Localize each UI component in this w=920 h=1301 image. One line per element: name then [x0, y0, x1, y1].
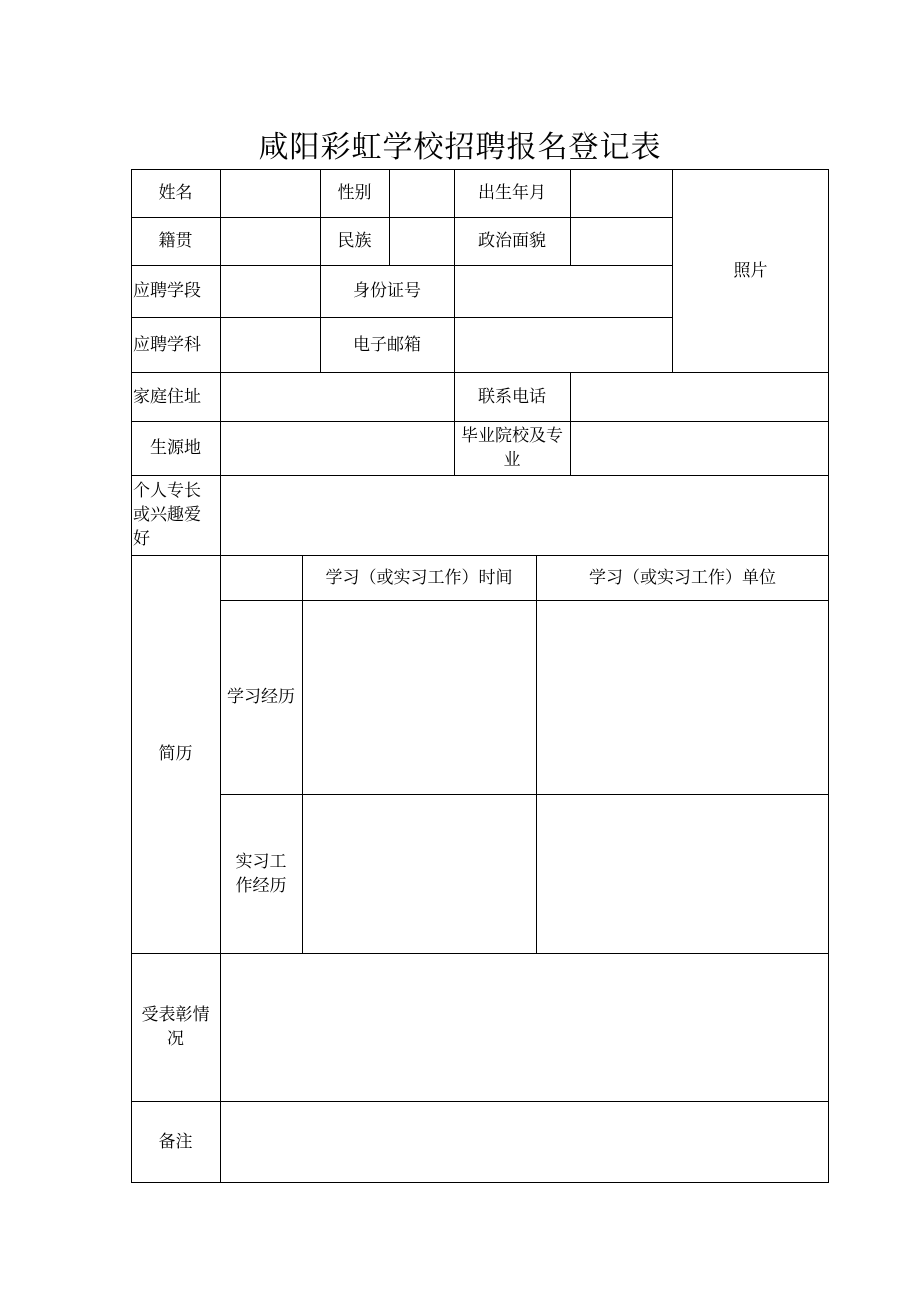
work-unit-input[interactable]	[537, 795, 829, 953]
political-status-input[interactable]	[571, 218, 672, 265]
label-apply-subject: 应聘学科	[133, 334, 201, 355]
label-origin: 生源地	[150, 438, 201, 458]
label-remarks: 备注	[158, 1132, 193, 1152]
photo-box: 照片	[733, 260, 768, 281]
label-birth: 出生年月	[478, 183, 546, 203]
label-school-major: 毕业院校及专业	[461, 426, 563, 470]
label-native-place: 籍贯	[158, 231, 193, 251]
gender-input[interactable]	[390, 170, 454, 217]
label-specialty: 个人专长或兴趣爱好	[133, 481, 201, 549]
birth-input[interactable]	[571, 170, 672, 217]
study-time-input[interactable]	[303, 601, 536, 794]
ethnicity-input[interactable]	[390, 218, 454, 265]
remarks-input[interactable]	[221, 1102, 829, 1183]
email-input[interactable]	[455, 318, 672, 372]
origin-input[interactable]	[221, 422, 454, 475]
specialty-input[interactable]	[221, 476, 829, 555]
label-political-status: 政治面貌	[478, 231, 546, 251]
awards-input[interactable]	[221, 954, 829, 1101]
label-apply-level: 应聘学段	[133, 281, 201, 301]
native-place-input[interactable]	[221, 218, 320, 265]
label-gender: 性别	[337, 183, 372, 203]
study-unit-input[interactable]	[537, 601, 829, 794]
header-study-time: 学习（或实习工作）时间	[325, 567, 513, 588]
header-study-unit: 学习（或实习工作）单位	[589, 567, 776, 588]
apply-level-input[interactable]	[221, 266, 320, 317]
phone-input[interactable]	[571, 373, 829, 421]
school-major-input[interactable]	[571, 422, 829, 475]
label-phone: 联系电话	[478, 386, 546, 407]
label-id-number: 身份证号	[353, 281, 421, 301]
work-time-input[interactable]	[303, 795, 536, 953]
label-study-experience: 学习经历	[227, 687, 295, 707]
label-email: 电子邮箱	[353, 334, 421, 355]
name-input[interactable]	[221, 170, 320, 217]
label-home-address: 家庭住址	[133, 386, 201, 407]
label-resume: 简历	[158, 744, 193, 764]
home-address-input[interactable]	[221, 373, 454, 421]
label-ethnicity: 民族	[337, 231, 372, 251]
apply-subject-input[interactable]	[221, 318, 320, 372]
label-name: 姓名	[158, 183, 193, 203]
label-work-experience: 实习工作经历	[235, 851, 287, 896]
id-number-input[interactable]	[455, 266, 672, 317]
page-title: 咸阳彩虹学校招聘报名登记表	[258, 130, 662, 165]
label-awards: 受表彰情况	[141, 1005, 210, 1049]
